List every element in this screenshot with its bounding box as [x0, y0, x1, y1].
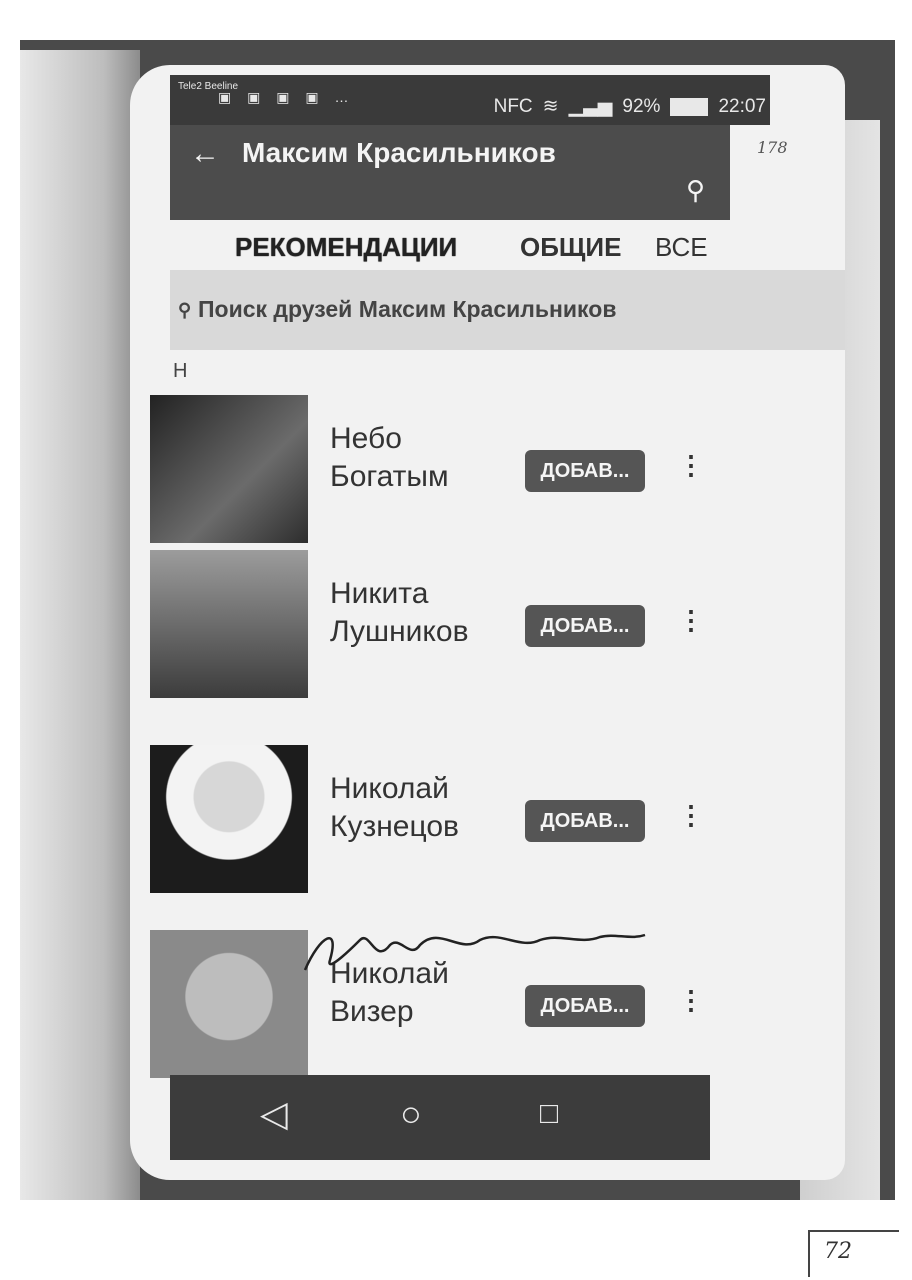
friend-search-input[interactable]	[170, 270, 845, 350]
avatar	[150, 745, 308, 893]
section-letter: Н	[173, 360, 188, 382]
tab-mutual[interactable]: ОБЩИЕ	[520, 232, 622, 262]
friend-name	[330, 770, 459, 846]
paper-edge-left	[20, 50, 140, 1200]
add-friend-button[interactable]: ДОБАВ...	[525, 985, 645, 1027]
search-small-icon: ⚲	[178, 300, 192, 320]
first-name: Небо	[330, 422, 402, 455]
friend-name	[330, 575, 469, 651]
tab-recommendations[interactable]: РЕКОМЕНДАЦИИ	[235, 232, 458, 262]
search-placeholder: Поиск друзей Максим Красильников	[198, 296, 617, 322]
first-name: Николай	[330, 772, 449, 805]
page-title: Максим Красильников	[242, 137, 556, 168]
friend-row[interactable]	[150, 745, 845, 905]
first-name: Никита	[330, 577, 429, 610]
nfc-icon: NFC	[493, 95, 533, 117]
more-vert-icon[interactable]: ⋮	[678, 450, 704, 480]
search-icon[interactable]: ⚲	[685, 175, 705, 205]
avatar	[150, 395, 308, 543]
avatar	[150, 930, 308, 1078]
phone-screen	[130, 65, 845, 1180]
page-number: 72	[808, 1230, 899, 1277]
notification-icons: ▣ ▣ ▣ ▣ …	[218, 89, 355, 105]
handwritten-signature	[300, 915, 650, 985]
status-right	[494, 95, 766, 118]
last-name: Богатым	[330, 460, 449, 493]
add-friend-button[interactable]: ДОБАВ...	[525, 800, 645, 842]
signal-icon: ▁▃▅	[568, 96, 613, 117]
stamp-number: 178	[757, 138, 788, 157]
carrier-label: Tele2 Beeline	[178, 81, 239, 92]
last-name: Лушников	[330, 615, 469, 648]
first-name: Николай	[330, 957, 449, 990]
wifi-icon: ≋	[542, 96, 559, 117]
nav-recents-icon[interactable]: □	[540, 1097, 559, 1130]
more-vert-icon[interactable]: ⋮	[678, 800, 704, 830]
last-name: Визер	[330, 995, 414, 1028]
more-vert-icon[interactable]: ⋮	[678, 985, 704, 1015]
battery-percent: 92%	[622, 95, 661, 117]
nav-back-icon[interactable]: ◁	[260, 1093, 288, 1134]
friend-row[interactable]	[150, 550, 845, 710]
status-bar	[170, 75, 770, 125]
back-arrow-icon[interactable]: ←	[190, 137, 220, 170]
add-friend-button[interactable]: ДОБАВ...	[525, 605, 645, 647]
tab-bar	[235, 220, 835, 275]
last-name: Кузнецов	[330, 810, 459, 843]
clock: 22:07	[718, 95, 766, 117]
friend-row[interactable]	[150, 395, 845, 555]
android-nav-bar	[170, 1075, 710, 1160]
tab-all[interactable]: ВСЕ	[655, 232, 708, 262]
app-bar	[170, 125, 730, 220]
battery-icon	[670, 98, 708, 116]
avatar	[150, 550, 308, 698]
add-friend-button[interactable]: ДОБАВ...	[525, 450, 645, 492]
nav-home-icon[interactable]: ○	[400, 1093, 422, 1134]
friend-name	[330, 420, 449, 496]
more-vert-icon[interactable]: ⋮	[678, 605, 704, 635]
